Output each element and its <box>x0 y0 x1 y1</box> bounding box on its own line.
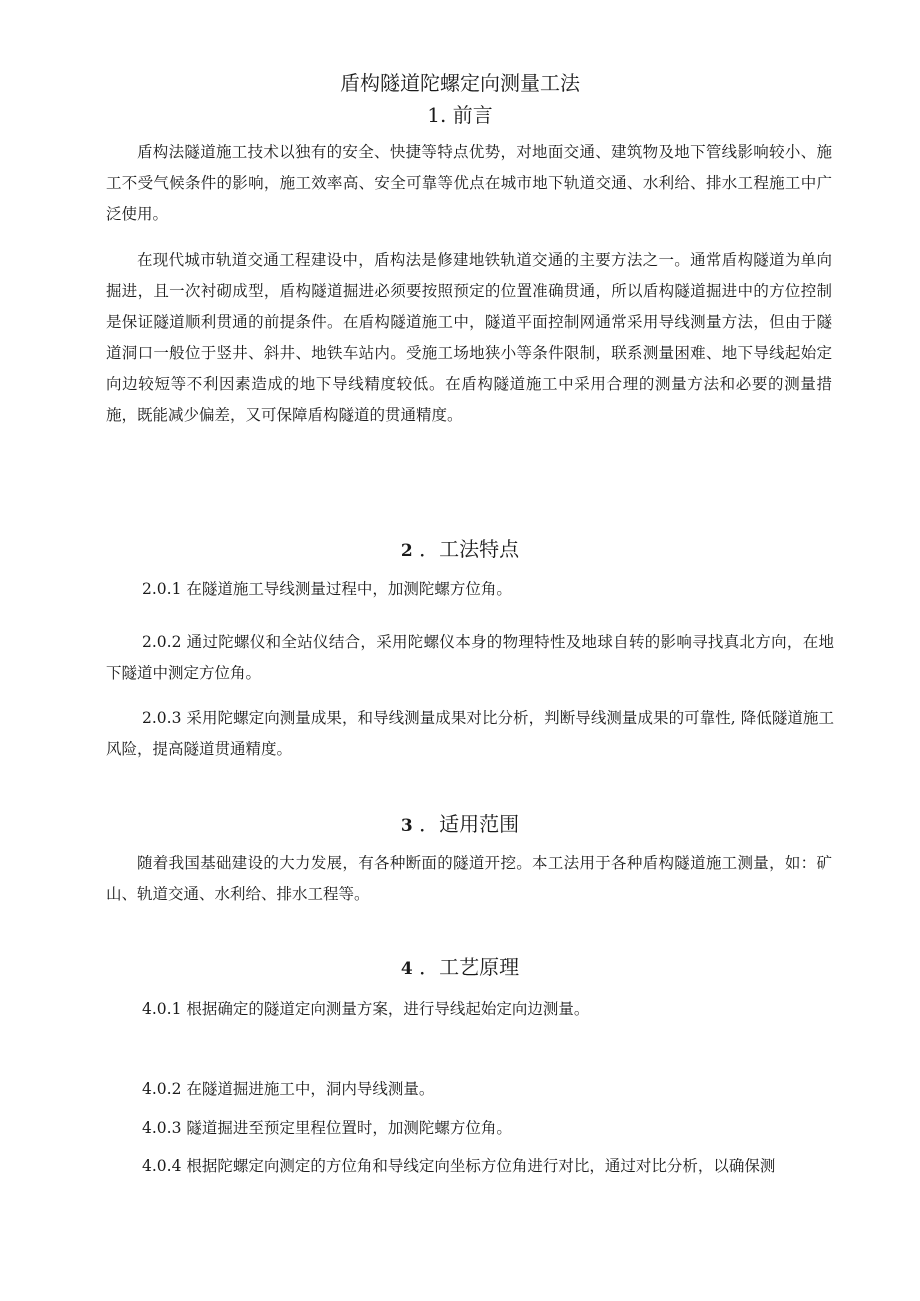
section-4-number: 4 <box>400 959 413 979</box>
section-2-title: ．工法特点 <box>419 537 520 561</box>
item-2-0-2: 2.0.2 通过陀螺仪和全站仪结合，采用陀螺仪本身的物理特性及地球自转的影响寻找真北方向，在地下隧道中测定方位角。 <box>106 633 834 682</box>
item-4-0-1: 4.0.1 根据确定的隧道定向测量方案，进行导线起始定向边测量。 <box>142 1000 590 1018</box>
item-4-0-4: 4.0.4 根据陀螺定向测定的方位角和导线定向坐标方位角进行对比，通过对比分析，以确保测 <box>142 1157 776 1175</box>
item-2-0-3: 2.0.3 采用陀螺定向测量成果，和导线测量成果对比分析，判断导线测量成果的可靠性, 降低隧道施工风险，提高隧道贯通精度。 <box>106 709 834 758</box>
section-4-heading <box>0 954 920 982</box>
section-4-title: ．工艺原理 <box>419 955 520 979</box>
section-2-number: 2 <box>400 541 413 561</box>
section-3-paragraph-1: 随着我国基础建设的大力发展，有各种断面的隧道开挖。本工法用于各种盾构隧道施工测量，如：矿山、轨道交通、水利给、排水工程等。 <box>106 854 832 903</box>
section-3-heading <box>0 811 920 839</box>
section-2-heading <box>0 536 920 564</box>
section-3-title: ．适用范围 <box>419 812 520 836</box>
section-3-number: 3 <box>400 816 413 836</box>
section-1-heading: 1. 前言 <box>427 103 493 127</box>
document-title: 盾构隧道陀螺定向测量工法 <box>340 71 580 95</box>
item-4-0-3: 4.0.3 隧道掘进至预定里程位置时，加测陀螺方位角。 <box>142 1119 512 1137</box>
section-1-paragraph-1: 盾构法隧道施工技术以独有的安全、快捷等特点优势，对地面交通、建筑物及地下管线影响较小、施工不受气候条件的影响，施工效率高、安全可靠等优点在城市地下轨道交通、水利给、排水工程施工中广泛使用。 <box>106 143 832 223</box>
item-2-0-1: 2.0.1 在隧道施工导线测量过程中，加测陀螺方位角。 <box>142 580 512 598</box>
section-1-paragraph-2: 在现代城市轨道交通工程建设中，盾构法是修建地铁轨道交通的主要方法之一。通常盾构隧道为单向掘进，且一次衬砌成型，盾构隧道掘进必须要按照预定的位置准确贯通，所以盾构隧道掘进中的方位控制是保证隧道顺利贯通的前提条件。在盾构隧道施工中，隧道平面控制网通常采用导线测量方法，但由于隧道洞口一般位于竖井、斜井、地铁车站内。受施工场地狭小等条件限制，联系测量困难、地下导线起始定向边较短等不利因素造成的地下导线精度较低。在盾构隧道施工中采用合理的测量方法和必要的测量措施，既能减少偏差，又可保障盾构隧道的贯通精度。 <box>106 251 832 424</box>
item-4-0-2: 4.0.2 在隧道掘进施工中，洞内导线测量。 <box>142 1080 435 1098</box>
